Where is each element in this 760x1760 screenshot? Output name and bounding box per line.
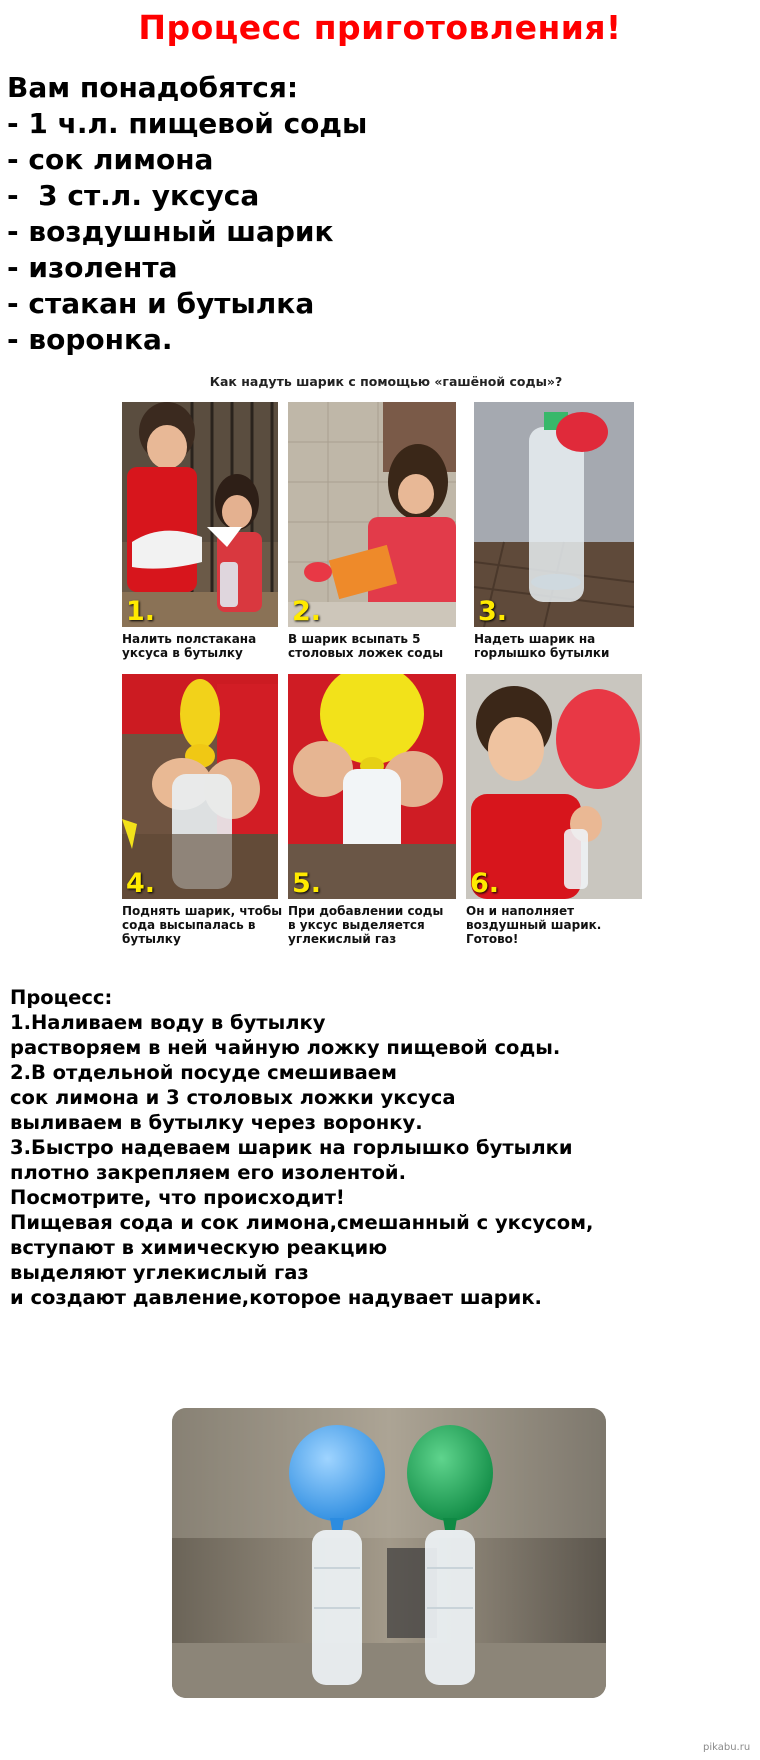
step-1-caption	[122, 632, 256, 660]
ingredients-list	[7, 70, 367, 358]
infographic-title: Как надуть шарик с помощью «гашёной соды»?	[209, 374, 563, 389]
step-1-photo	[122, 402, 278, 627]
caption-line: В шарик всыпать 5	[288, 632, 421, 646]
step-number: 4.	[126, 868, 156, 899]
caption-line: бутылку	[122, 932, 181, 946]
caption-line: уксуса в бутылку	[122, 646, 243, 660]
caption-line: При добавлении соды	[288, 904, 444, 918]
step-4-caption	[122, 904, 282, 946]
step-5-photo	[288, 674, 456, 899]
step-6-photo	[466, 674, 642, 899]
instruction-infographic	[116, 374, 656, 960]
caption-line: воздушный шарик.	[466, 918, 602, 932]
ingredient-item: - стакан и бутылка	[7, 287, 315, 320]
step-number: 1.	[126, 596, 156, 627]
caption-line: горлышко бутылки	[474, 646, 610, 660]
step-number: 3.	[478, 596, 508, 627]
ingredient-item: - сок лимона	[7, 143, 214, 176]
process-line: растворяем в ней чайную ложку пищевой соды.	[10, 1036, 561, 1059]
process-line: сок лимона и 3 столовых ложки уксуса	[10, 1086, 456, 1109]
process-line: 3.Быстро надеваем шарик на горлышко бутылки	[10, 1136, 573, 1159]
process-line: и создают давление,которое надувает шарик.	[10, 1286, 542, 1309]
ingredient-item: - воронка.	[7, 323, 173, 356]
caption-line: углекислый газ	[288, 932, 397, 946]
step-5-caption	[288, 904, 443, 946]
ingredient-item: - воздушный шарик	[7, 215, 334, 248]
ingredient-item: - изолента	[7, 251, 178, 284]
page-title: Процесс приготовления!	[138, 8, 622, 47]
caption-line: сода высыпалась в	[122, 918, 256, 932]
caption-line: Поднять шарик, чтобы	[122, 904, 283, 918]
step-3-caption	[474, 632, 609, 660]
balloons-result-photo	[172, 1408, 606, 1698]
step-number: 6.	[470, 868, 500, 899]
caption-line: Налить полстакана	[122, 632, 257, 646]
process-line: плотно закрепляем его изолентой.	[10, 1161, 406, 1184]
caption-line: Готово!	[466, 932, 519, 946]
site-watermark: pikabu.ru	[703, 1742, 751, 1753]
process-heading: Процесс:	[10, 986, 113, 1009]
process-line: Посмотрите, что происходит!	[10, 1186, 345, 1209]
ingredient-item: - 1 ч.л. пищевой соды	[7, 107, 368, 140]
process-line: 2.В отдельной посуде смешиваем	[10, 1061, 397, 1084]
step-6-caption	[466, 904, 601, 946]
step-number: 2.	[292, 596, 322, 627]
step-4-photo	[122, 674, 278, 899]
process-line: выливаем в бутылку через воронку.	[10, 1111, 423, 1134]
caption-line: Он и наполняет	[466, 904, 575, 918]
process-text	[10, 985, 593, 1310]
process-line: вступают в химическую реакцию	[10, 1236, 388, 1259]
caption-line: в уксус выделяется	[288, 918, 425, 932]
process-line: выделяют углекислый газ	[10, 1261, 309, 1284]
step-2-caption	[288, 632, 443, 660]
step-3-photo	[474, 402, 634, 627]
caption-line: Надеть шарик на	[474, 632, 596, 646]
caption-line: столовых ложек соды	[288, 646, 444, 660]
process-line: 1.Наливаем воду в бутылку	[10, 1011, 326, 1034]
process-line: Пищевая сода и сок лимона,смешанный с уксусом,	[10, 1211, 594, 1234]
ingredient-item: - 3 ст.л. уксуса	[7, 179, 260, 212]
ingredients-heading: Вам понадобятся:	[7, 71, 299, 104]
step-2-photo	[288, 402, 456, 627]
step-number: 5.	[292, 868, 322, 899]
